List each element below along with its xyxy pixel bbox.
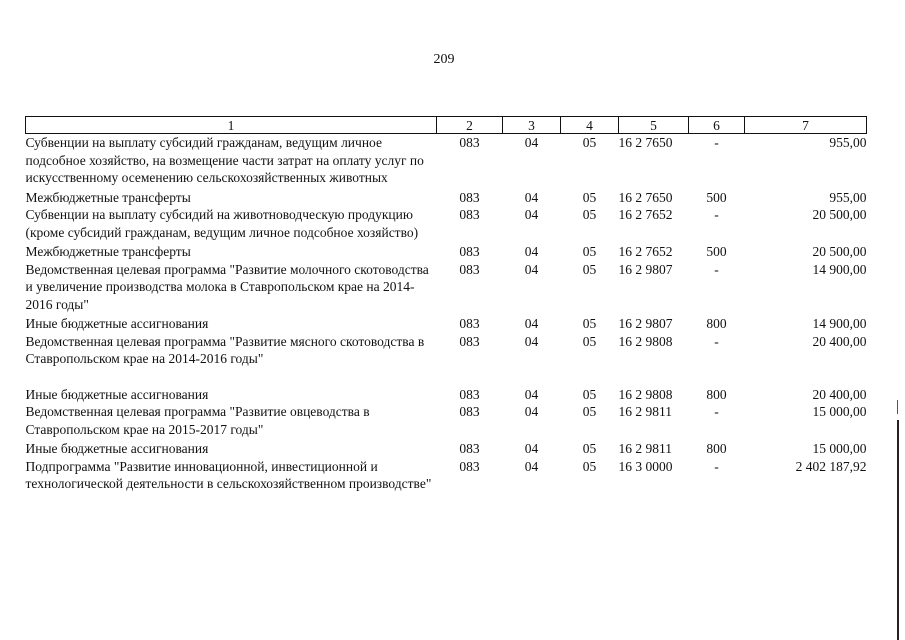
amount: 15 000,00 — [812, 441, 867, 456]
amount: 15 000,00 — [812, 404, 867, 419]
amount: 20 400,00 — [812, 333, 867, 349]
column-number: 7 — [745, 117, 867, 134]
section-code: 04 — [524, 207, 539, 222]
expense-type-code: 500 — [706, 244, 727, 259]
expense-name: Иные бюджетные ассигнования — [25, 316, 209, 331]
target-article-code: 16 3 0000 — [618, 458, 673, 474]
target-article-code: 16 2 9807 — [618, 316, 673, 331]
column-number: 3 — [503, 117, 561, 134]
expense-type-code: 800 — [706, 316, 727, 331]
expense-type-code: - — [714, 333, 719, 349]
target-article-code: 16 2 9807 — [618, 261, 673, 277]
amount: 955,00 — [829, 189, 867, 205]
amount: 20 500,00 — [812, 207, 867, 222]
subsection-code: 05 — [582, 261, 597, 277]
expense-name: Межбюджетные трансферты — [25, 244, 191, 259]
subsection-code: 05 — [582, 135, 597, 150]
subsection-code: 05 — [582, 244, 597, 259]
section-code: 04 — [524, 244, 539, 259]
expense-type-code: - — [714, 135, 719, 150]
subsection-code: 05 — [582, 189, 597, 205]
ministry-code: 083 — [459, 404, 480, 419]
expense-type-code: 800 — [706, 441, 727, 456]
target-article-code: 16 2 9811 — [618, 441, 672, 456]
expense-name: Ведомственная целевая программа "Развитие молочного скотоводства и увеличение производства молока в Ставропольском крае на 2014-2016 годы" — [25, 261, 429, 312]
blank-cell — [26, 368, 867, 386]
table-row — [26, 386, 867, 404]
ministry-code: 083 — [459, 441, 480, 456]
section-code: 04 — [524, 189, 539, 205]
expense-name: Субвенции на выплату субсидий на животноводческую продукцию (кроме субсидий гражданам, ведущим личное подсобное хозяйство) — [25, 207, 419, 240]
section-code: 04 — [524, 333, 539, 349]
table-row — [26, 134, 867, 189]
column-number-row — [26, 117, 867, 134]
target-article-code: 16 2 7650 — [618, 189, 673, 205]
column-number: 6 — [689, 117, 745, 134]
subsection-code: 05 — [582, 441, 597, 456]
ministry-code: 083 — [459, 316, 480, 331]
expense-name: Ведомственная целевая программа "Развитие овцеводства в Ставропольском крае на 2015-2017 годы" — [25, 404, 370, 437]
ministry-code: 083 — [459, 207, 480, 222]
table-row — [26, 206, 867, 243]
expense-name: Подпрограмма "Развитие инновационной, инвестиционной и технологической деятельности в сельскохозяйственном производстве" — [25, 458, 432, 491]
section-code: 04 — [524, 404, 539, 419]
amount: 955,00 — [829, 135, 867, 150]
amount: 20 400,00 — [812, 386, 867, 402]
table-row — [26, 261, 867, 316]
column-number: 5 — [619, 117, 689, 134]
expense-type-code: - — [714, 207, 719, 222]
expense-name: Межбюджетные трансферты — [25, 189, 191, 205]
subsection-code: 05 — [582, 316, 597, 331]
table-row — [26, 440, 867, 458]
subsection-code: 05 — [582, 386, 597, 402]
section-code: 04 — [524, 135, 539, 150]
column-number: 2 — [437, 117, 503, 134]
ministry-code: 083 — [459, 189, 480, 205]
section-code: 04 — [524, 316, 539, 331]
amount: 2 402 187,92 — [795, 458, 867, 474]
scan-edge-mark — [897, 400, 898, 414]
table-row — [26, 333, 867, 368]
table-row — [26, 243, 867, 261]
expense-type-code: - — [714, 261, 719, 277]
subsection-code: 05 — [582, 333, 597, 349]
table-row — [26, 315, 867, 333]
ministry-code: 083 — [459, 244, 480, 259]
amount: 14 900,00 — [812, 261, 867, 277]
amount: 14 900,00 — [812, 316, 867, 331]
ministry-code: 083 — [459, 135, 480, 150]
section-code: 04 — [524, 261, 539, 277]
page-number: 209 — [433, 52, 455, 67]
section-code: 04 — [524, 458, 539, 474]
expense-type-code: - — [714, 404, 719, 419]
table-row — [26, 189, 867, 207]
section-code: 04 — [524, 441, 539, 456]
target-article-code: 16 2 9811 — [618, 404, 672, 419]
table-row — [26, 458, 867, 493]
target-article-code: 16 2 7650 — [618, 135, 673, 150]
target-article-code: 16 2 9808 — [618, 386, 673, 402]
ministry-code: 083 — [459, 261, 480, 277]
expense-name: Субвенции на выплату субсидий гражданам, ведущим личное подсобное хозяйство, на возмещение части затрат на оплату услуг по искусственному осеменению сельскохозяйственных животных — [25, 135, 424, 185]
expense-type-code: 500 — [706, 189, 727, 205]
target-article-code: 16 2 7652 — [618, 244, 673, 259]
section-code: 04 — [524, 386, 539, 402]
subsection-code: 05 — [582, 404, 597, 419]
column-number: 4 — [561, 117, 619, 134]
scan-edge-mark — [897, 420, 899, 640]
expense-name: Ведомственная целевая программа "Развитие мясного скотоводства в Ставропольском крае на 2014-2016 годы" — [25, 333, 425, 366]
budget-table — [25, 116, 867, 493]
expense-name: Иные бюджетные ассигнования — [25, 441, 209, 456]
expense-name: Иные бюджетные ассигнования — [25, 386, 209, 402]
expense-type-code: 800 — [706, 386, 727, 402]
target-article-code: 16 2 7652 — [618, 207, 673, 222]
ministry-code: 083 — [459, 458, 480, 474]
target-article-code: 16 2 9808 — [618, 333, 673, 349]
amount: 20 500,00 — [812, 244, 867, 259]
ministry-code: 083 — [459, 386, 480, 402]
table-row — [26, 403, 867, 440]
subsection-code: 05 — [582, 207, 597, 222]
column-number: 1 — [26, 117, 437, 134]
expense-type-code: - — [714, 458, 719, 474]
blank-row — [26, 368, 867, 386]
ministry-code: 083 — [459, 333, 480, 349]
subsection-code: 05 — [582, 458, 597, 474]
